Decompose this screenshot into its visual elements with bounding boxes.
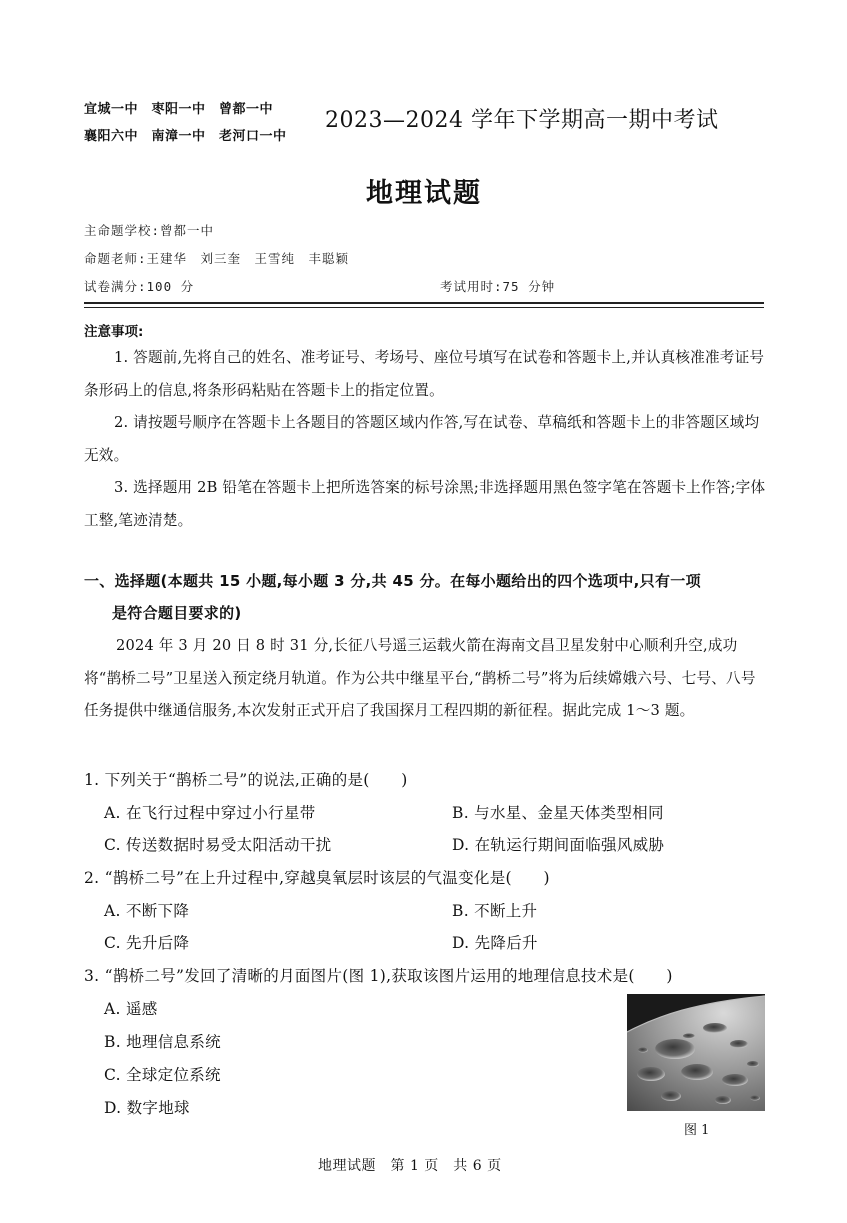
header-divider-thick bbox=[84, 302, 764, 304]
question-2-stem: 2. “鹊桥二号”在上升过程中,穿越臭氧层时该层的气温变化是( ) bbox=[84, 869, 550, 887]
school-list-row-1: 宜城一中 枣阳一中 曾都一中 bbox=[84, 102, 274, 117]
note-item-1: 1. 答题前,先将自己的姓名、准考证号、考场号、座位号填写在试卷和答题卡上,并认真核准准考证号条形码上的信息,将条形码粘贴在答题卡上的指定位置。 bbox=[84, 349, 765, 399]
question-2-option-a: A. 不断下降 bbox=[104, 902, 190, 920]
question-3-stem: 3. “鹊桥二号”发回了清晰的月面图片(图 1),获取该图片运用的地理信息技术是( ) bbox=[84, 967, 673, 985]
passage: 2024 年 3 月 20 日 8 时 31 分,长征八号遥三运载火箭在海南文昌卫星发射中心顺利升空,成功将“鹊桥二号”卫星送入预定绕月轨道。作为公共中继星平台,“鹊桥二号”将为后续嫦娥六号、七号、八号任务提供中继通信服务,本次发射正式开启了我国探月工程四期的新征程。据此完成 1～3 题。 bbox=[84, 637, 756, 719]
teachers: 命题老师:王建华 刘三奎 王雪纯 丰聪颖 bbox=[84, 251, 350, 266]
full-score: 试卷满分:100 分 bbox=[84, 279, 195, 294]
question-1-option-c: C. 传送数据时易受太阳活动干扰 bbox=[104, 836, 332, 854]
question-3-option-c: C. 全球定位系统 bbox=[104, 1066, 221, 1084]
note-item-2: 2. 请按题号顺序在答题卡上各题目的答题区域内作答,写在试卷、草稿纸和答题卡上的非答题区域均无效。 bbox=[84, 414, 760, 464]
exam-title: 2023—2024 学年下学期高一期中考试 bbox=[325, 108, 719, 133]
question-1-option-d: D. 在轨运行期间面临强风威胁 bbox=[452, 836, 665, 854]
question-3-option-a: A. 遥感 bbox=[104, 1000, 158, 1018]
lunar-surface-image bbox=[627, 994, 765, 1111]
notes-title: 注意事项: bbox=[84, 324, 144, 340]
subject-title: 地理试题 bbox=[366, 178, 482, 209]
question-1-option-a: A. 在飞行过程中穿过小行星带 bbox=[104, 804, 316, 822]
question-2-option-b: B. 不断上升 bbox=[452, 902, 538, 920]
section-heading: 一、选择题(本题共 15 小题,每小题 3 分,共 45 分。在每小题给出的四个选项中,只有一项 bbox=[84, 572, 701, 590]
note-item-3: 3. 选择题用 2B 铅笔在答题卡上把所选答案的标号涂黑;非选择题用黑色签字笔在答题卡上作答;字体工整,笔迹清楚。 bbox=[84, 479, 766, 529]
setter-school: 主命题学校:曾都一中 bbox=[84, 223, 215, 238]
page-footer: 地理试题 第 1 页 共 6 页 bbox=[318, 1158, 502, 1174]
header-divider-thin bbox=[84, 307, 764, 308]
question-3-option-b: B. 地理信息系统 bbox=[104, 1033, 221, 1051]
question-3-option-d: D. 数字地球 bbox=[104, 1099, 190, 1117]
question-1-stem: 1. 下列关于“鹊桥二号”的说法,正确的是( ) bbox=[84, 771, 408, 789]
question-2-option-d: D. 先降后升 bbox=[452, 934, 538, 952]
question-2-option-c: C. 先升后降 bbox=[104, 934, 190, 952]
section-heading-cont: 是符合题目要求的) bbox=[112, 604, 242, 622]
question-1-option-b: B. 与水星、金星天体类型相同 bbox=[452, 804, 664, 822]
school-list-row-2: 襄阳六中 南漳一中 老河口一中 bbox=[84, 129, 287, 144]
figure-caption: 图 1 bbox=[684, 1123, 710, 1138]
exam-duration: 考试用时:75 分钟 bbox=[440, 279, 556, 294]
